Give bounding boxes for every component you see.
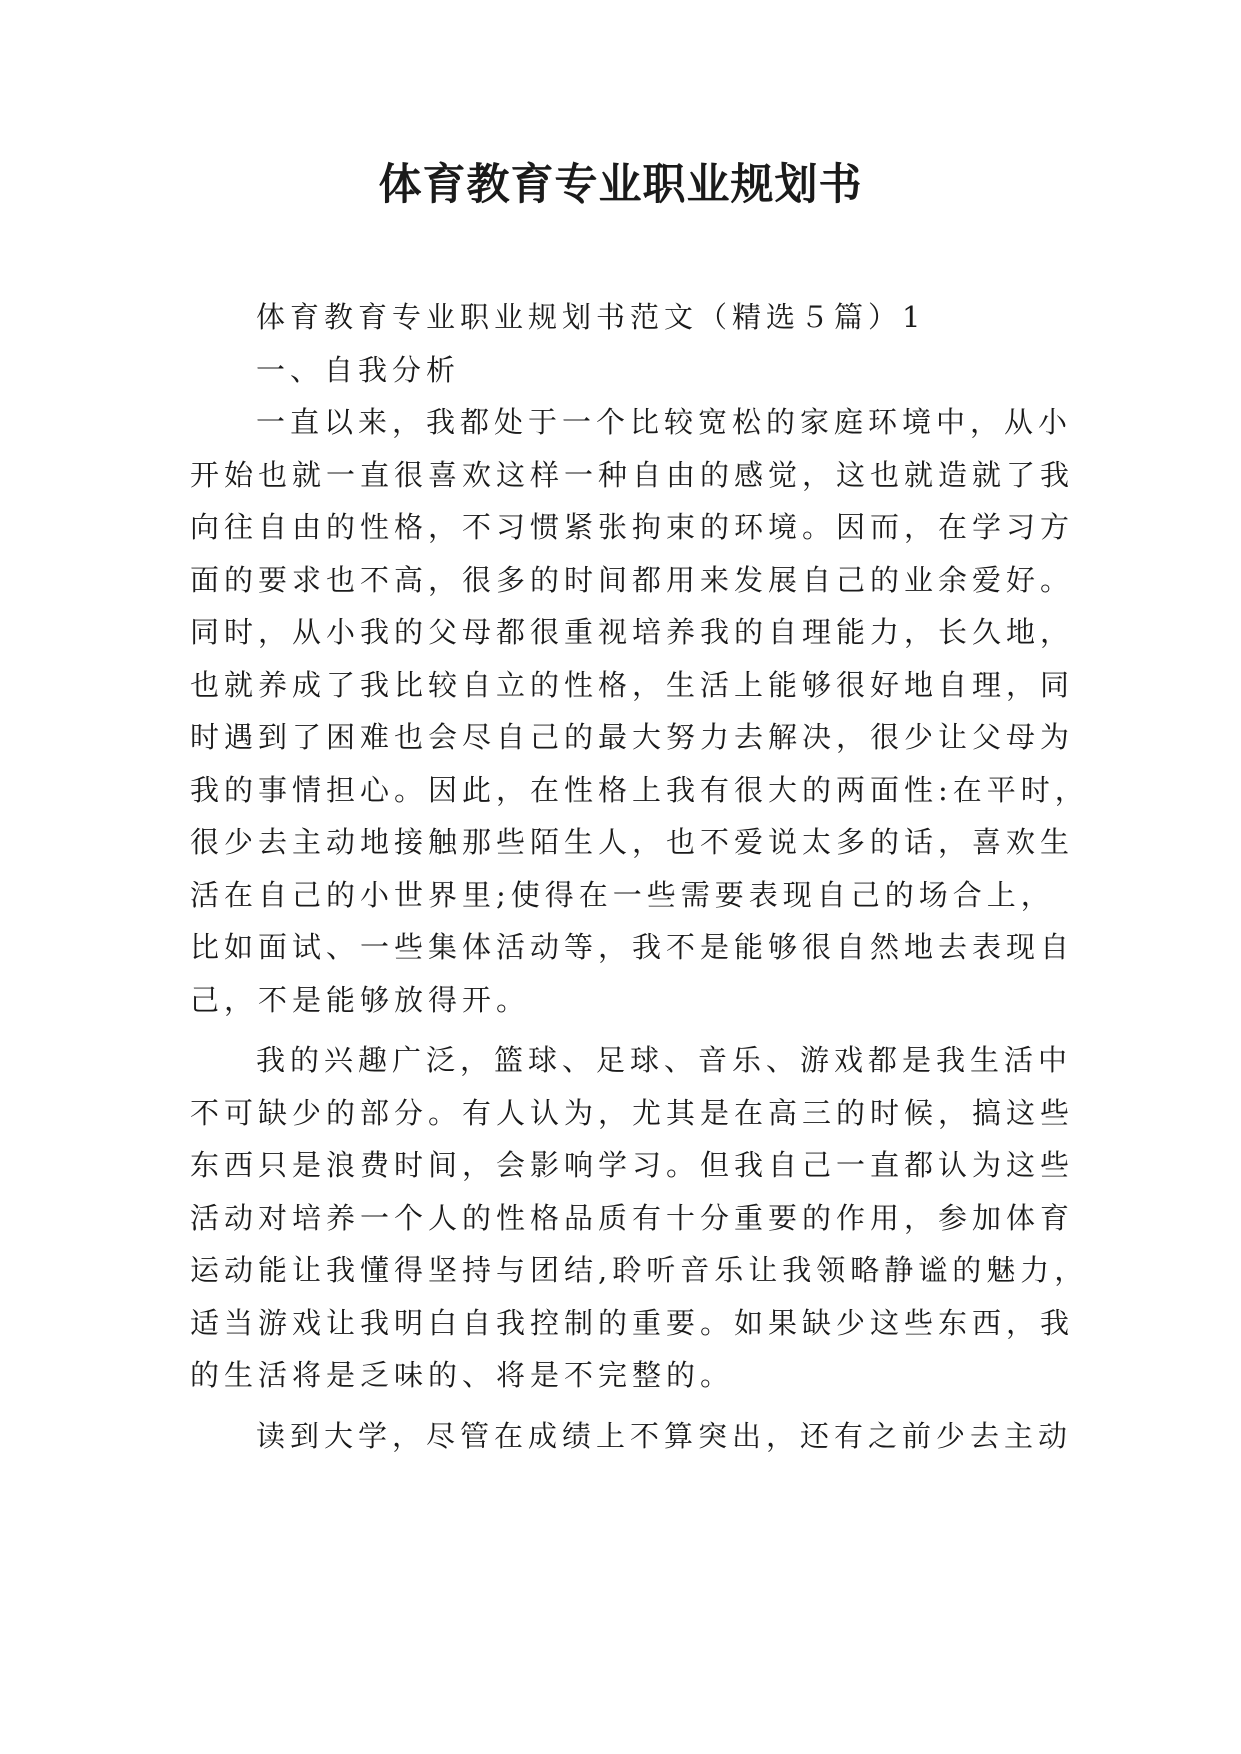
- paragraph-line: 的生活将是乏味的、将是不完整的。: [190, 1358, 735, 1392]
- paragraph-line: 向往自由的性格，不习惯紧张拘束的环境。因而，在学习方: [190, 510, 1075, 544]
- paragraph-line: 我的兴趣广泛，篮球、足球、音乐、游戏都是我生活中: [256, 1043, 1073, 1077]
- document-body: [190, 291, 1089, 1462]
- paragraph-line: 运动能让我懂得坚持与团结,聆听音乐让我领略静谧的魅力，: [190, 1253, 1089, 1287]
- paragraph-line: 不可缺少的部分。有人认为，尤其是在高三的时候，搞这些: [190, 1095, 1075, 1130]
- section-heading: 一、自我分析: [256, 352, 461, 387]
- paragraph-line: 同时，从小我的父母都很重视培养我的自理能力，长久地，: [190, 615, 1075, 649]
- paragraph-line: 活动对培养一个人的性格品质有十分重要的作用，参加体育: [190, 1200, 1075, 1235]
- paragraph-line: 活在自己的小世界里;使得在一些需要表现自己的场合上，: [190, 877, 1055, 912]
- paragraph-line: 开始也就一直很喜欢这样一种自由的感觉，这也就造就了我: [190, 457, 1075, 492]
- paragraph-line: 也就养成了我比较自立的性格，生活上能够很好地自理，同: [190, 667, 1075, 702]
- paragraph-line: 时遇到了困难也会尽自己的最大努力去解决，很少让父母为: [190, 720, 1075, 754]
- paragraph-line: 适当游戏让我明白自我控制的重要。如果缺少这些东西，我: [190, 1305, 1075, 1340]
- paragraph-line: 己，不是能够放得开。: [190, 982, 531, 1017]
- paragraph-line: 一直以来，我都处于一个比较宽松的家庭环境中，从小: [256, 405, 1073, 439]
- paragraph-line: 比如面试、一些集体活动等，我不是能够很自然地去表现自: [190, 930, 1075, 964]
- paragraph-line: 读到大学，尽管在成绩上不算突出，还有之前少去主动: [256, 1418, 1073, 1453]
- paragraph-line: 很少去主动地接触那些陌生人，也不爱说太多的话，喜欢生: [190, 825, 1075, 859]
- paragraph-line: 面的要求也不高，很多的时间都用来发展自己的业余爱好。: [190, 562, 1075, 597]
- document-title: 体育教育专业职业规划书: [378, 160, 863, 210]
- subtitle-line: 体育教育专业职业规划书范文（精选５篇）1: [256, 300, 926, 334]
- paragraph-line: 我的事情担心。因此，在性格上我有很大的两面性:在平时，: [190, 772, 1089, 807]
- paragraph-line: 东西只是浪费时间，会影响学习。但我自己一直都认为这些: [190, 1148, 1075, 1182]
